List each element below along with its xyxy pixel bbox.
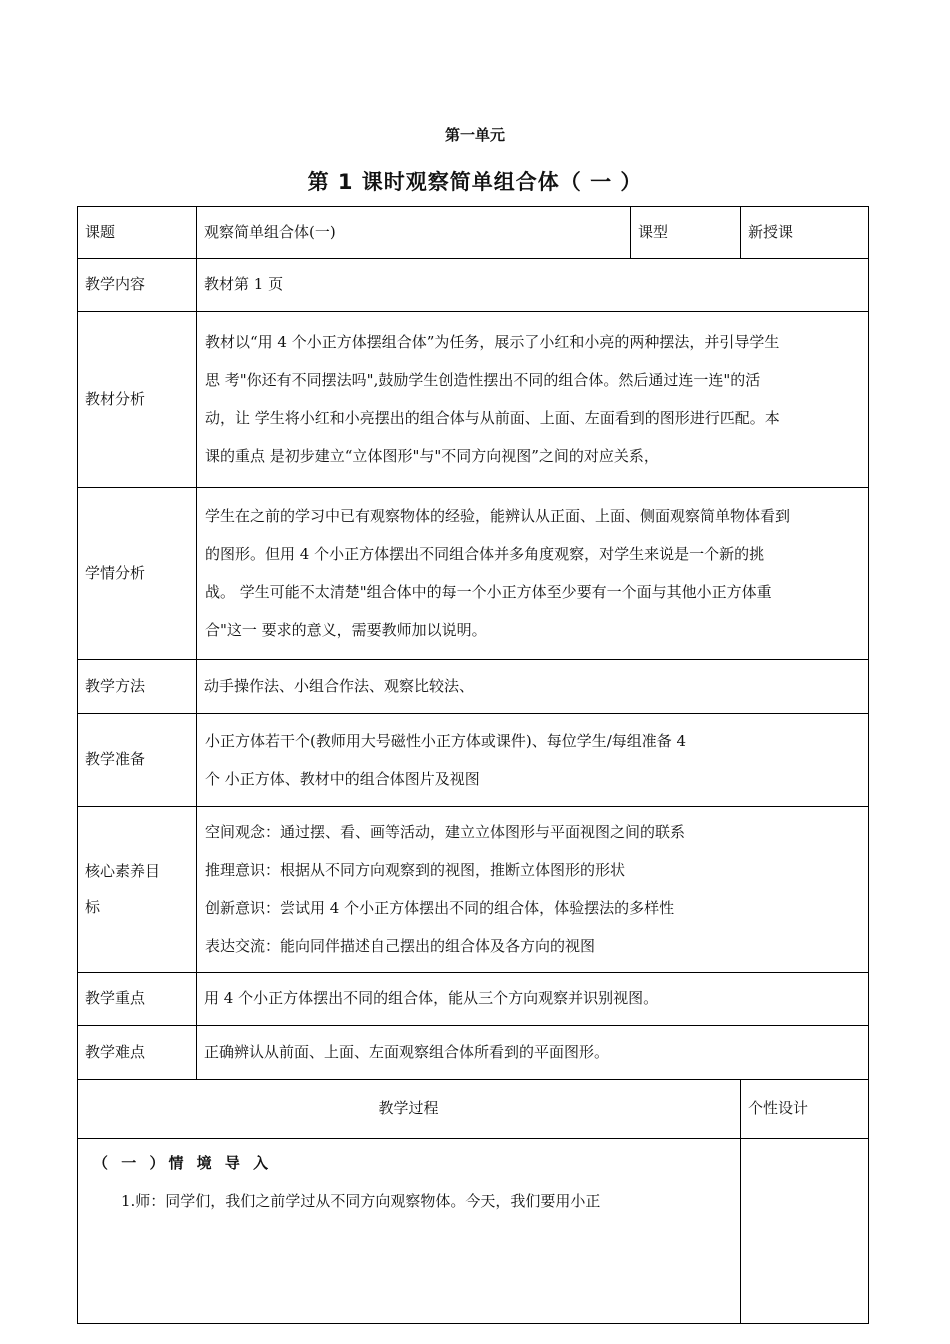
material-line: 思 考"你还有不同摆法吗",鼓励学生创造性摆出不同的组合体。然后通过连一连"的活 (205, 371, 761, 389)
section-line: 1.师：同学们，我们之前学过从不同方向观察物体。今天，我们要用小正 (121, 1192, 601, 1210)
core-label-line: 核心素养目 (85, 862, 161, 880)
prep-line: 小正方体若干个(教师用大号磁性小正方体或课件)、每位学生/每组准备 4 (205, 731, 687, 750)
personal-design-header: 个性设计 (748, 1099, 809, 1117)
core-goal-line: 推理意识：根据从不同方向观察到的视图，推断立体图形的形状 (205, 861, 626, 879)
key-label: 教学重点 (85, 989, 146, 1007)
student-line: 合"这一 要求的意义，需要教师加以说明。 (205, 621, 487, 639)
material-label: 教材分析 (85, 389, 146, 408)
student-analysis (196, 487, 869, 659)
student-line: 学生在之前的学习中已有观察物体的经验，能辨认从正面、上面、侧面观察简单物体看到 (205, 507, 791, 525)
unit-heading: 第一单元 (444, 126, 505, 144)
difficulty-value: 正确辨认从前面、上面、左面观察组合体所看到的平面图形。 (204, 1042, 610, 1061)
topic-label: 课题 (85, 222, 116, 241)
prep-line: 个 小正方体、教材中的组合体图片及视图 (205, 769, 480, 788)
material-line: 动，让 学生将小红和小亮摆出的组合体与从前面、上面、左面看到的图形进行匹配。本 (205, 409, 780, 427)
core-goal-line: 表达交流：能向同伴描述自己摆出的组合体及各方向的视图 (205, 937, 596, 955)
lesson-title: 第 1 课时观察简单组合体（ 一 ） (307, 170, 643, 194)
core-goal-line: 创新意识：尝试用 4 个小正方体摆出不同的组合体，体验摆法的多样性 (205, 899, 675, 917)
content-label: 教学内容 (85, 275, 146, 293)
type-label: 课型 (638, 222, 669, 241)
method-value: 动手操作法、小组合作法、观察比较法、 (204, 676, 475, 695)
core-label-line: 标 (85, 898, 101, 916)
material-line: 教材以“用 4 个小正方体摆组合体”为任务，展示了小红和小亮的两种摆法，并引导学生 (205, 333, 780, 351)
section-title: （ 一 ）情 境 导 入 (93, 1154, 273, 1172)
content-value: 教材第 1 页 (204, 275, 284, 293)
material-line: 课的重点 是初步建立“立体图形"与"不同方向视图”之间的对应关系， (205, 447, 659, 465)
student-line: 的图形。但用 4 个小正方体摆出不同组合体并多角度观察，对学生来说是一个新的挑 (205, 545, 765, 563)
prep-value (196, 713, 869, 806)
topic-value: 观察简单组合体(一) (204, 222, 336, 241)
prep-label: 教学准备 (85, 750, 146, 768)
process-body (77, 1138, 740, 1324)
type-value: 新授课 (748, 222, 794, 241)
core-goal-line: 空间观念：通过摆、看、画等活动，建立立体图形与平面视图之间的联系 (205, 823, 686, 841)
student-line: 战。 学生可能不太清楚"组合体中的每一个小正方体至少要有一个面与其他小正方体重 (205, 583, 772, 601)
difficulty-label: 教学难点 (85, 1042, 146, 1061)
process-header: 教学过程 (378, 1099, 439, 1117)
method-label: 教学方法 (85, 676, 146, 695)
core-goals (196, 806, 869, 972)
student-label: 学情分析 (85, 563, 146, 582)
key-value: 用 4 个小正方体摆出不同的组合体，能从三个方向观察并识别视图。 (204, 989, 659, 1007)
core-label (77, 806, 196, 972)
material-analysis (196, 311, 869, 487)
